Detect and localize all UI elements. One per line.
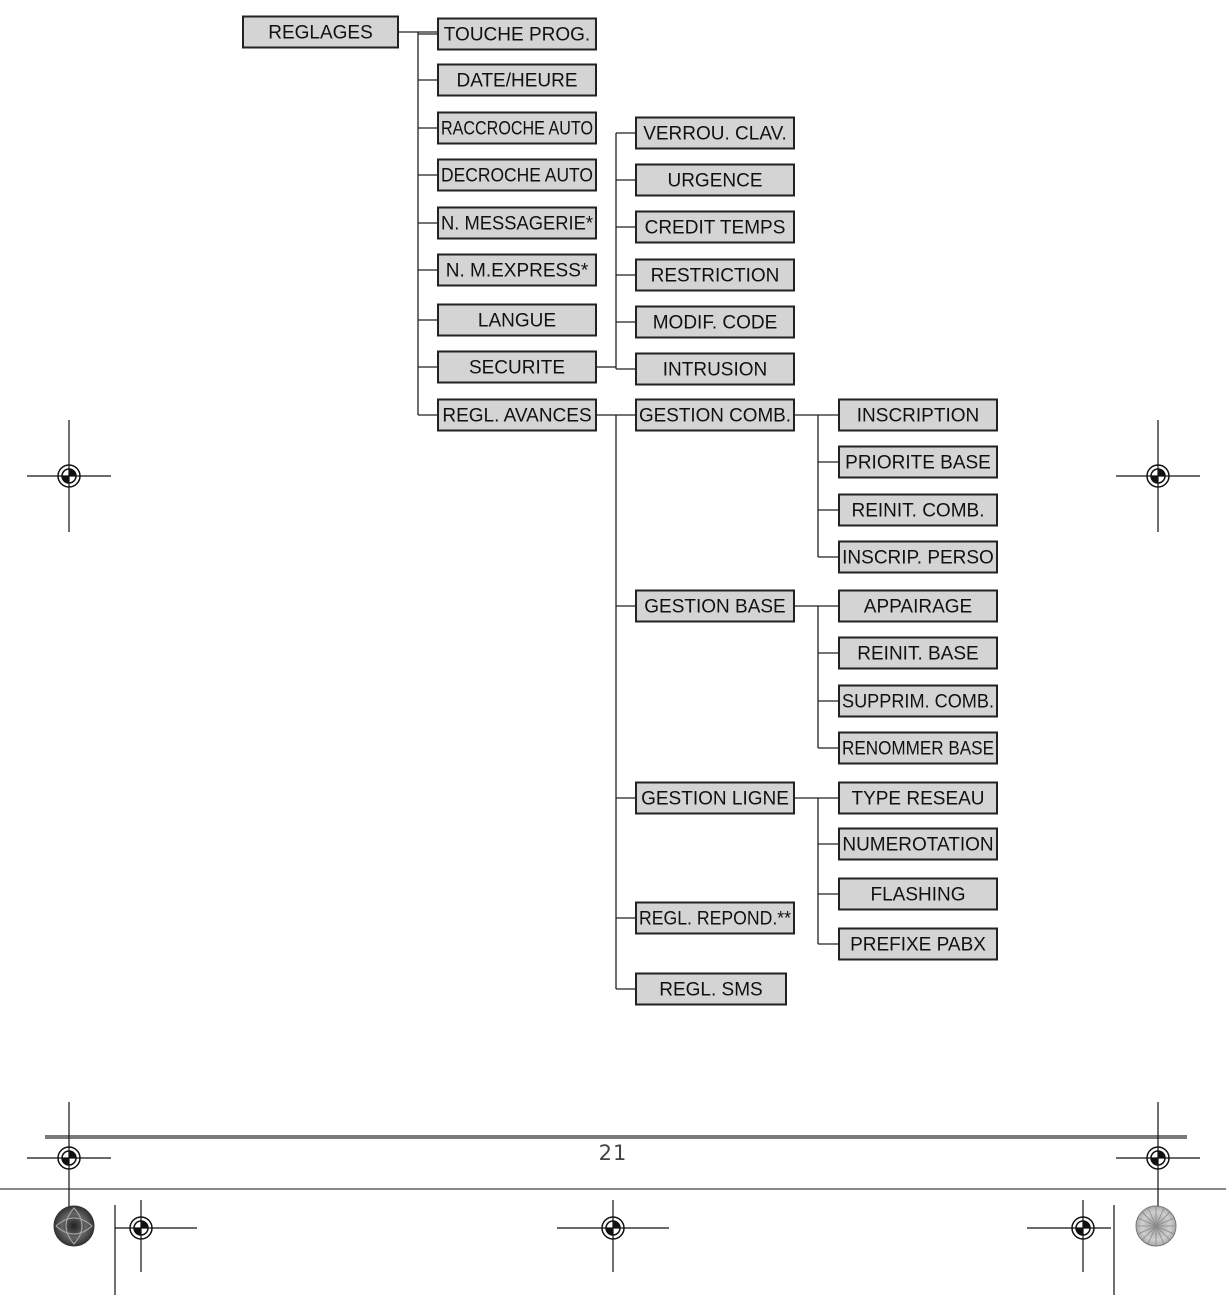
registration-mark-bottom-left xyxy=(27,1102,111,1214)
menu-node-label: INSCRIP. PERSO xyxy=(842,547,994,569)
menu-node-label: VERROU. CLAV. xyxy=(643,123,787,145)
menu-node-label: PRIORITE BASE xyxy=(845,452,991,474)
menu-node-label: N. M.EXPRESS* xyxy=(445,260,589,282)
menu-node-regl-sms xyxy=(636,974,786,1005)
menu-node-prefixe-pabx xyxy=(839,929,997,960)
menu-node-label: DECROCHE AUTO xyxy=(441,165,593,187)
menu-node-securite xyxy=(438,352,596,383)
menu-node-type-reseau xyxy=(839,783,997,814)
menu-node-inscrip-perso xyxy=(839,542,997,573)
registration-mark-lower-right xyxy=(1027,1200,1111,1272)
menu-node-gestion-ligne xyxy=(636,783,794,814)
menu-node-appairage xyxy=(839,591,997,622)
menu-node-touche-prog xyxy=(438,19,596,50)
menu-node-label: REGL. AVANCES xyxy=(442,405,592,427)
menu-node-label: REINIT. BASE xyxy=(857,643,979,665)
registration-mark-left xyxy=(27,420,111,532)
menu-node-label: INSCRIPTION xyxy=(856,405,980,427)
menu-node-restriction xyxy=(636,260,794,291)
menu-node-label: GESTION BASE xyxy=(644,596,786,618)
menu-node-label: MODIF. CODE xyxy=(652,312,778,334)
menu-node-regl-avances xyxy=(438,400,596,431)
menu-node-modif-code xyxy=(636,307,794,338)
menu-node-label: REGLAGES xyxy=(268,22,373,44)
menu-node-flashing xyxy=(839,879,997,910)
registration-mark-bottom-right xyxy=(1116,1102,1200,1214)
menu-node-reinit-base xyxy=(839,638,997,669)
menu-node-label: URGENCE xyxy=(667,170,763,192)
registration-mark-lower-center xyxy=(557,1200,669,1272)
menu-node-raccroche-auto xyxy=(438,113,596,144)
menu-node-label: GESTION COMB. xyxy=(639,405,791,427)
menu-node-label: SECURITE xyxy=(468,357,566,379)
page-number: 21 xyxy=(598,1141,628,1165)
menu-node-label: INTRUSION xyxy=(662,359,768,381)
menu-node-label: FLASHING xyxy=(870,884,966,906)
menu-node-label: TOUCHE PROG. xyxy=(443,24,591,46)
menu-node-label: RACCROCHE AUTO xyxy=(441,118,593,140)
menu-node-gestion-base xyxy=(636,591,794,622)
menu-node-urgence xyxy=(636,165,794,196)
menu-node-reglages xyxy=(243,17,398,48)
menu-node-label: LANGUE xyxy=(477,310,557,332)
menu-node-label: REINIT. COMB. xyxy=(851,500,985,522)
menu-node-label: N. MESSAGERIE* xyxy=(441,213,594,235)
menu-node-numerotation xyxy=(839,829,997,860)
registration-mark-lower-left xyxy=(115,1200,197,1272)
menu-node-n-messagerie xyxy=(438,208,596,239)
menu-node-intrusion xyxy=(636,354,794,385)
menu-node-reinit-comb xyxy=(839,495,997,526)
menu-node-label: RENOMMER BASE xyxy=(842,738,994,760)
menu-node-label: GESTION LIGNE xyxy=(641,788,789,810)
menu-node-n-m-express xyxy=(438,255,596,286)
calibration-circle-light xyxy=(1136,1206,1176,1246)
menu-node-label: PREFIXE PABX xyxy=(850,934,986,956)
menu-node-label: REGL. REPOND.** xyxy=(639,908,792,930)
menu-node-label: TYPE RESEAU xyxy=(851,788,985,810)
calibration-circle-dark xyxy=(54,1206,94,1246)
menu-node-label: RESTRICTION xyxy=(650,265,780,287)
menu-node-date-heure xyxy=(438,65,596,96)
menu-node-regl-repond xyxy=(636,903,794,934)
menu-node-label: NUMEROTATION xyxy=(842,834,994,856)
menu-node-renommer-base xyxy=(839,733,997,764)
menu-node-priorite-base xyxy=(839,447,997,478)
menu-node-label: SUPPRIM. COMB. xyxy=(842,691,994,713)
menu-node-gestion-comb xyxy=(636,400,794,431)
menu-node-langue xyxy=(438,305,596,336)
registration-mark-right xyxy=(1116,420,1200,532)
menu-node-inscription xyxy=(839,400,997,431)
menu-node-label: CREDIT TEMPS xyxy=(644,217,786,239)
menu-node-label: APPAIRAGE xyxy=(863,596,973,618)
menu-node-verrou-clav xyxy=(636,118,794,149)
menu-node-label: DATE/HEURE xyxy=(456,70,578,92)
menu-node-credit-temps xyxy=(636,212,794,243)
menu-node-decroche-auto xyxy=(438,160,596,191)
menu-node-supprim-comb xyxy=(839,686,997,717)
menu-node-label: REGL. SMS xyxy=(659,979,763,1001)
